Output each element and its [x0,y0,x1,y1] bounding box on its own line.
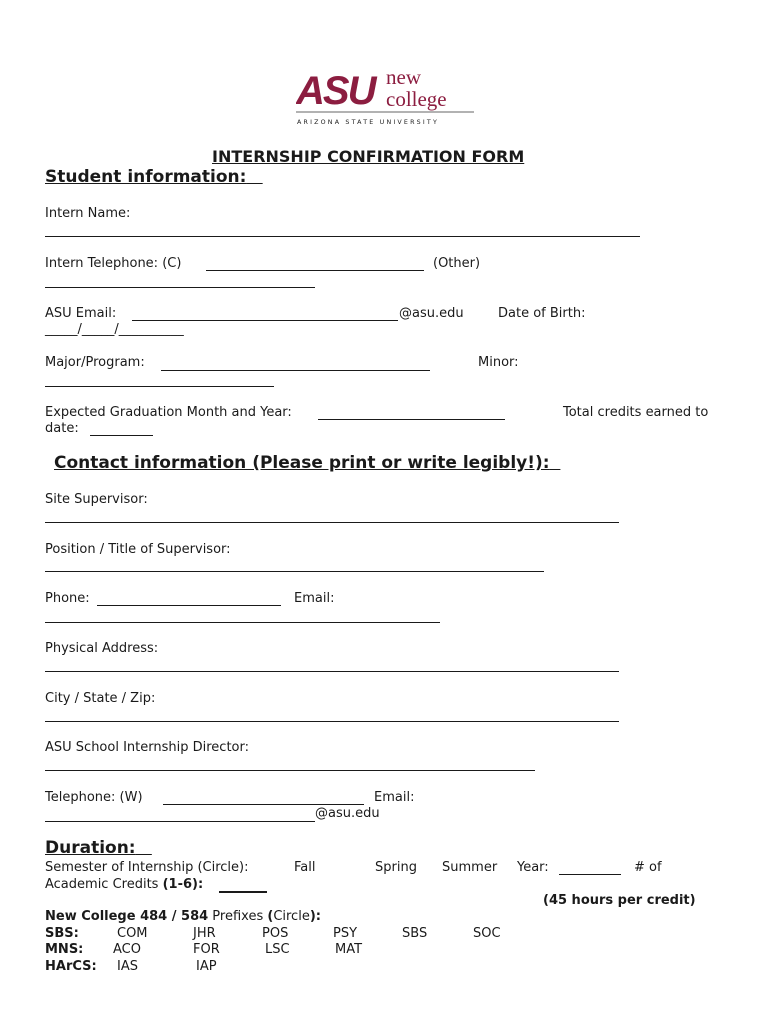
physical-address-label: Physical Address: [45,641,159,656]
director-email-label: Email: [374,790,415,805]
prefix-option[interactable]: MAT [335,942,363,957]
major-field[interactable] [161,370,430,371]
contact-section-heading: Contact information (Please print or write legibly!): [54,453,550,473]
prefix-option[interactable]: JHR [193,926,216,941]
hours-per-credit-note: (45 hours per credit) [543,893,696,908]
asu-new-college-logo [296,66,476,128]
harcs-label: HArCS: [45,959,97,974]
site-supervisor-label: Site Supervisor: [45,492,148,507]
semester-fall[interactable]: Fall [294,860,316,875]
telephone-other-label: (Other) [433,256,481,271]
supervisor-position-field[interactable] [45,571,544,572]
internship-director-label: ASU School Internship Director: [45,740,249,755]
minor-label: Minor: [478,355,519,370]
prefix-option[interactable]: POS [262,926,289,941]
logo-university: ARIZONA STATE UNIVERSITY [297,119,440,126]
director-email-field[interactable] [45,821,315,822]
semester-summer[interactable]: Summer [442,860,498,875]
prefix-option[interactable]: IAP [196,959,217,974]
year-field[interactable] [559,874,621,875]
city-state-zip-field[interactable] [45,721,619,722]
num-of-label: # of [634,860,662,875]
intern-name-field[interactable] [45,236,640,237]
total-credits-field[interactable] [90,435,153,436]
intern-name-label: Intern Name: [45,206,131,221]
prefix-option[interactable]: SBS [402,926,428,941]
intern-telephone-other-field[interactable] [45,287,315,288]
city-state-zip-label: City / State / Zip: [45,691,156,706]
asu-email-label: ASU Email: [45,306,117,321]
academic-credits-row [45,877,203,893]
asu-email-domain: @asu.edu [399,306,464,321]
date-of-birth-label: Date of Birth: [498,306,586,321]
prefixes-heading: New College 484 / 584 Prefixes (Circle): [45,909,321,924]
phone-field[interactable] [97,605,281,606]
prefix-option[interactable]: IAS [117,959,138,974]
director-email-domain: @asu.edu [315,806,380,821]
graduation-label: Expected Graduation Month and Year: [45,405,292,420]
duration-section-heading: Duration: [45,838,136,858]
internship-director-field[interactable] [45,770,535,771]
prefix-option[interactable]: PSY [333,926,358,941]
graduation-field[interactable] [318,419,505,420]
semester-spring[interactable]: Spring [375,860,417,875]
logo-college: college [386,87,447,111]
total-credits-label: Total credits earned to [563,405,709,420]
credit-range: (1-6): [162,877,204,892]
form-title: INTERNSHIP CONFIRMATION FORM [212,147,525,166]
asu-email-field[interactable] [132,320,398,321]
director-telephone-label: Telephone: (W) [45,790,143,805]
site-supervisor-field[interactable] [45,522,619,523]
total-credits-date-label: date: [45,421,79,436]
academic-credits-field[interactable] [219,891,267,893]
intern-telephone-cell-field[interactable] [206,270,424,271]
prefix-option[interactable]: LSC [265,942,290,957]
email-field[interactable] [45,622,440,623]
phone-label: Phone: [45,591,90,606]
prefix-option[interactable]: SOC [473,926,501,941]
semester-label: Semester of Internship (Circle): [45,860,249,875]
year-label: Year: [517,860,549,875]
prefix-option[interactable]: COM [117,926,148,941]
director-telephone-field[interactable] [163,804,364,805]
intern-telephone-label: Intern Telephone: (C) [45,256,182,271]
date-of-birth-field[interactable]: _____/_____/__________ [45,322,184,337]
academic-credits-label: Academic Credits [45,877,159,892]
email-label: Email: [294,591,335,606]
mns-label: MNS: [45,942,84,957]
supervisor-position-label: Position / Title of Supervisor: [45,542,231,557]
physical-address-field[interactable] [45,671,619,672]
prefix-option[interactable]: ACO [113,942,141,957]
minor-field[interactable] [45,386,274,387]
logo-new: new [386,66,421,89]
major-label: Major/Program: [45,355,145,370]
student-section-heading: Student information: [45,167,247,187]
asu-mark: ASU [296,69,375,113]
prefix-option[interactable]: FOR [193,942,220,957]
sbs-label: SBS: [45,926,79,941]
